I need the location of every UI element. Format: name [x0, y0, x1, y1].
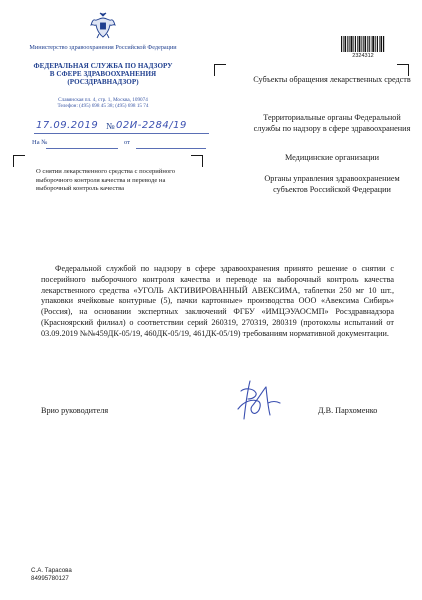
- ministry-name: Министерство здравоохранения Российской Федерации: [29, 44, 177, 51]
- coat-of-arms-icon: [90, 12, 116, 40]
- subject-corner-right: [191, 155, 203, 167]
- handwritten-signature: [232, 379, 284, 421]
- signer-name: Д.В. Пархоменко: [318, 406, 378, 415]
- registration-date: 17.09.2019: [36, 120, 99, 131]
- barcode: [341, 36, 385, 52]
- address-corner-left: [214, 64, 226, 76]
- executor-phone: 84995780127: [31, 575, 69, 582]
- agency-phone: Телефон: (495) 698 45 38; (495) 698 15 74: [57, 102, 149, 109]
- letter-subject: О снятии лекарственного средства с посерийного выборочного контроля качества и переводе на выборочный контроль качества: [36, 168, 176, 193]
- agency-name-line2: В СФЕРЕ ЗДРАВООХРАНЕНИЯ: [49, 69, 157, 78]
- executor-name: С.А. Тарасова: [31, 567, 72, 574]
- addressee-4: Органы управления здравоохранением субъектов Российской Федерации: [264, 174, 400, 194]
- agency-abbreviation: (РОСЗДРАВНАДЗОР): [67, 77, 139, 86]
- from-label: от: [124, 139, 131, 146]
- barcode-number: 2324312: [352, 53, 374, 59]
- agency-name: [8, 63, 198, 87]
- reference-row: [30, 139, 208, 151]
- letter-body: Федеральной службой по надзору в сфере здравоохранения принято решение о снятии с посерийного выборочного контроля качества и переводе на выборочный контроль качества лекарственного средства «УГОЛЬ АКТИВИРОВАННЫЙ АВЕКСИМА, таблетки 250 мг 10 шт., упаковки ячейковые контурные (5), пачки картонные» производства ООО «Авексима Сибирь» (Россия), на основании экспертных заключений ФГБУ «ИМЦЭУАОСМП» Росздравнадзора (Красноярский филиал) о соответствии серий 260319, 270319, 280319 (протоколы испытаний от 03.09.2019 №№459ДК-05/19, 460ДК-05/19, 461ДК-05/19) требованиям нормативной документации.: [41, 264, 394, 338]
- agency-contacts: [8, 98, 198, 110]
- on-number-label: На №: [32, 139, 48, 146]
- addressee-1: Субъекты обращения лекарственных средств: [253, 75, 411, 84]
- addressee-3: Медицинские организации: [284, 153, 380, 162]
- signer-position: Врио руководителя: [41, 406, 109, 415]
- registration-number: 02И-2284/19: [116, 120, 187, 131]
- subject-corner-left: [13, 155, 25, 167]
- agency-address: Славянская пл. 4, стр. 1, Москва, 109074: [58, 97, 148, 103]
- agency-name-line1: ФЕДЕРАЛЬНАЯ СЛУЖБА ПО НАДЗОРУ: [33, 62, 173, 70]
- number-sign: №: [106, 121, 116, 131]
- addressee-2: Территориальные органы Федеральной службы по надзору в сфере здравоохранения: [253, 113, 411, 133]
- registration-row: [34, 121, 209, 135]
